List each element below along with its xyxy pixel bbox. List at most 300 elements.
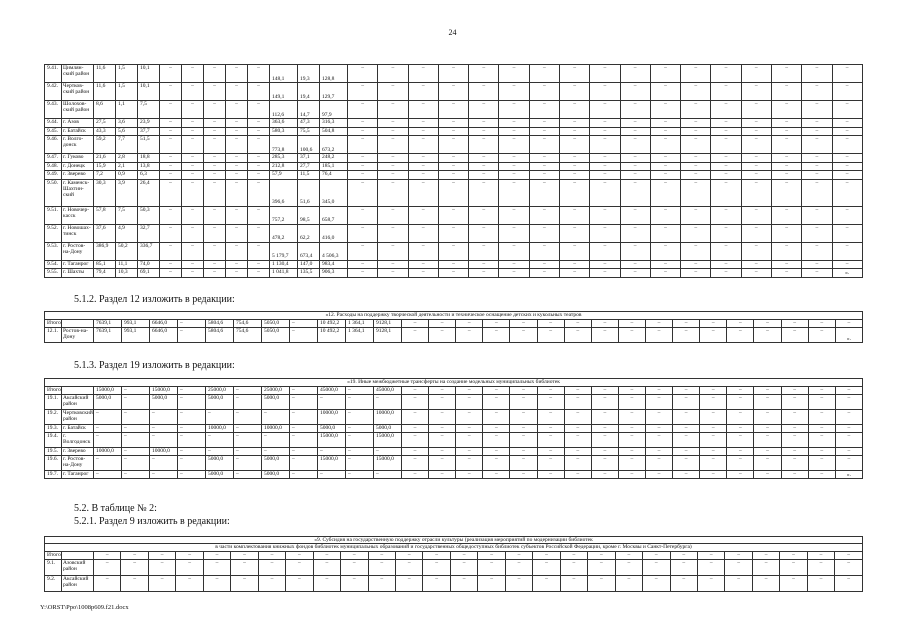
- dash-cell: –: [248, 65, 270, 83]
- dash-cell: –: [771, 65, 801, 83]
- value-cell: 15000,0: [150, 387, 178, 395]
- value-cell: 754,6: [234, 328, 262, 343]
- dash-cell: –: [727, 320, 754, 328]
- dash-cell: –: [832, 260, 862, 269]
- table-title-row: [45, 544, 863, 551]
- municipality-name: [62, 551, 94, 559]
- dash-cell: –: [248, 101, 270, 119]
- municipality-name: Чертковский район: [62, 410, 94, 425]
- dash-cell: –: [802, 65, 832, 83]
- dash-cell: –: [559, 83, 589, 101]
- dash-cell: –: [182, 101, 204, 119]
- dash-cell: –: [564, 410, 591, 425]
- dash-cell: –: [754, 395, 781, 410]
- value-cell: –: [94, 433, 122, 448]
- value-cell: –: [234, 471, 262, 479]
- value-total-2019: 11,6: [94, 83, 116, 101]
- dash-cell: –: [402, 471, 429, 479]
- table-row: [45, 260, 863, 269]
- dash-cell: –: [499, 101, 529, 119]
- dash-cell: –: [499, 119, 529, 128]
- municipality-name: [62, 387, 94, 395]
- dash-cell: –: [348, 119, 378, 128]
- dash-cell: –: [620, 206, 650, 224]
- dash-cell: –: [204, 260, 226, 269]
- dash-cell: –: [781, 387, 808, 395]
- dash-cell: –: [483, 328, 510, 343]
- value-regional-2021: 135,5: [298, 269, 320, 278]
- row-number: 19.3.: [45, 425, 62, 433]
- dash-cell: –: [700, 425, 727, 433]
- dash-cell: –: [835, 559, 863, 575]
- dash-cell: –: [781, 456, 808, 471]
- table-row: [45, 162, 863, 171]
- dash-cell: –: [711, 260, 741, 269]
- value-cell: –: [94, 425, 122, 433]
- dash-cell: –: [741, 260, 771, 269]
- dash-cell: –: [408, 224, 438, 242]
- dash-cell: –: [832, 65, 862, 83]
- value-federal-2019: 37,7: [138, 127, 160, 136]
- dash-cell: –: [802, 127, 832, 136]
- municipality-name: г. Зверево: [62, 171, 94, 180]
- dash-cell: –: [204, 83, 226, 101]
- dash-cell: –: [499, 171, 529, 180]
- dash-cell: –: [537, 395, 564, 410]
- table-row: [45, 119, 863, 128]
- dash-cell: –: [204, 242, 226, 260]
- dash-cell: –: [226, 136, 248, 154]
- dash-cell: –: [700, 471, 727, 479]
- value-total-2019: 59,2: [94, 136, 116, 154]
- dash-cell: –: [499, 242, 529, 260]
- dash-cell: –: [160, 119, 182, 128]
- dash-cell: –: [203, 551, 230, 559]
- dash-cell: –: [226, 260, 248, 269]
- dash-cell: –: [537, 456, 564, 471]
- dash-cell: –: [408, 162, 438, 171]
- dash-cell: –: [204, 154, 226, 163]
- dash-cell: –: [408, 136, 438, 154]
- value-cell: 993,1: [122, 320, 150, 328]
- value-total-2019: 57,8: [94, 206, 116, 224]
- dash-cell: –: [478, 575, 505, 591]
- dash-cell: –: [727, 387, 754, 395]
- dash-cell: –: [711, 242, 741, 260]
- dash-cell: –: [469, 224, 499, 242]
- dash-cell: –: [348, 171, 378, 180]
- value-cell: 5050,0: [262, 328, 290, 343]
- dash-cell: –: [378, 224, 408, 242]
- municipality-name: Аксайский район: [62, 575, 94, 591]
- dash-cell: –: [204, 162, 226, 171]
- value-federal-2021: 97,9: [320, 101, 348, 119]
- dash-cell: –: [781, 433, 808, 448]
- value-total-2021: 396,6: [270, 179, 298, 206]
- table-row: [45, 136, 863, 154]
- dash-cell: –: [618, 320, 645, 328]
- value-cell: –: [234, 410, 262, 425]
- dash-cell: –: [808, 425, 835, 433]
- row-number: 9.55.: [45, 269, 62, 278]
- dash-cell: –: [499, 269, 529, 278]
- value-regional-2021: 62,2: [298, 224, 320, 242]
- dash-cell: –: [450, 559, 477, 575]
- value-regional-2019: 2,8: [116, 154, 138, 163]
- dash-cell: –: [681, 269, 711, 278]
- value-total-2019: 37,6: [94, 224, 116, 242]
- dash-cell: –: [94, 559, 121, 575]
- dash-cell: –: [650, 101, 680, 119]
- dash-cell: –: [204, 119, 226, 128]
- dash-cell: –: [670, 551, 697, 559]
- dash-cell: –: [564, 395, 591, 410]
- table-title-row: [45, 312, 863, 320]
- municipality-name: [62, 320, 94, 328]
- value-cell: –: [346, 410, 374, 425]
- value-cell: 5000,0: [94, 395, 122, 410]
- municipality-name: г. Волго-донск: [62, 136, 94, 154]
- dash-cell: –: [408, 65, 438, 83]
- dash-cell: –: [182, 206, 204, 224]
- value-regional-2021: 37,1: [298, 154, 320, 163]
- value-cell: 5000,0: [206, 471, 234, 479]
- dash-cell: –: [741, 119, 771, 128]
- value-cell: –: [122, 471, 150, 479]
- dash-cell: –: [378, 65, 408, 83]
- section-title-continued: в части комплектования книжных фондов библиотек муниципальных образований и государственных общедоступных библиотек субъектов Российской Федерации, кроме г. Москвы и Санкт-Петербурга): [45, 544, 863, 551]
- dash-cell: –: [771, 83, 801, 101]
- dash-cell: –: [226, 101, 248, 119]
- file-path-footer: Y:\ORST\Ppo\1008p609.f21.docx: [40, 604, 129, 611]
- value-cell: –: [178, 387, 206, 395]
- dash-cell: –: [727, 433, 754, 448]
- dash-cell: –: [160, 136, 182, 154]
- dash-cell: –: [478, 551, 505, 559]
- dash-cell: –: [681, 154, 711, 163]
- value-federal-2019: 6,3: [138, 171, 160, 180]
- dash-cell: –: [802, 154, 832, 163]
- dash-cell: –: [727, 395, 754, 410]
- dash-cell: –: [564, 448, 591, 456]
- dash-cell: –: [590, 171, 620, 180]
- dash-cell: –: [456, 328, 483, 343]
- dash-cell: –: [258, 551, 285, 559]
- value-regional-2019: 1,1: [116, 101, 138, 119]
- row-number: 19.7.: [45, 471, 62, 479]
- dash-cell: –: [559, 127, 589, 136]
- dash-cell: –: [560, 559, 587, 575]
- dash-cell: –: [673, 456, 700, 471]
- dash-cell: –: [348, 154, 378, 163]
- dash-cell: –: [711, 224, 741, 242]
- row-number: 9.45.: [45, 127, 62, 136]
- value-federal-2019: 18,8: [138, 154, 160, 163]
- page-number: 24: [448, 28, 457, 37]
- value-cell: –: [94, 410, 122, 425]
- dash-cell: –: [226, 127, 248, 136]
- municipality-name: Аксайский район: [62, 395, 94, 410]
- dash-cell: –: [529, 136, 559, 154]
- value-cell: 25000,0: [206, 387, 234, 395]
- value-federal-2019: 50,3: [138, 206, 160, 224]
- value-cell: –: [178, 448, 206, 456]
- value-cell: 5050,0: [262, 320, 290, 328]
- dash-cell: –: [231, 575, 258, 591]
- value-total-2021: 478,2: [270, 224, 298, 242]
- value-regional-2019: 3,9: [116, 179, 138, 206]
- value-cell: –: [262, 448, 290, 456]
- value-cell: –: [122, 410, 150, 425]
- municipality-name: г. Донецк: [62, 162, 94, 171]
- dash-cell: –: [673, 320, 700, 328]
- dash-cell: –: [204, 136, 226, 154]
- dash-cell: –: [591, 471, 618, 479]
- dash-cell: –: [771, 224, 801, 242]
- dash-cell: –: [182, 269, 204, 278]
- dash-cell: –: [537, 410, 564, 425]
- dash-cell: –: [590, 154, 620, 163]
- dash-cell: –: [438, 224, 468, 242]
- value-federal-2019: 336,7: [138, 242, 160, 260]
- dash-cell: –: [832, 154, 862, 163]
- dash-cell: –: [160, 162, 182, 171]
- dash-cell: –: [741, 127, 771, 136]
- dash-cell: –: [752, 559, 779, 575]
- dash-cell: –: [348, 179, 378, 206]
- dash-cell: –: [588, 551, 615, 559]
- dash-cell: –: [650, 65, 680, 83]
- row-number: 19.1.: [45, 395, 62, 410]
- value-cell: –: [178, 425, 206, 433]
- dash-cell: –: [313, 551, 340, 559]
- dash-cell: –: [483, 471, 510, 479]
- value-regional-2021: 14,7: [298, 101, 320, 119]
- value-cell: –: [290, 456, 318, 471]
- row-number: 9.44.: [45, 119, 62, 128]
- dash-cell: –: [650, 171, 680, 180]
- dash-cell: –: [807, 559, 834, 575]
- dash-cell: –: [499, 206, 529, 224]
- value-cell: –: [346, 456, 374, 471]
- value-cell: –: [206, 433, 234, 448]
- dash-cell: –: [429, 387, 456, 395]
- table-row: [45, 206, 863, 224]
- dash-cell: –: [499, 162, 529, 171]
- value-regional-2021: 19,3: [298, 65, 320, 83]
- value-cell: 10000,0: [150, 448, 178, 456]
- dash-cell: –: [670, 559, 697, 575]
- dash-cell: –: [456, 395, 483, 410]
- dash-cell: –: [529, 269, 559, 278]
- dash-cell: –: [348, 269, 378, 278]
- dash-cell: –: [160, 83, 182, 101]
- dash-cell: –: [438, 83, 468, 101]
- dash-cell: –: [378, 101, 408, 119]
- dash-cell: –: [529, 119, 559, 128]
- dash-cell: –: [650, 206, 680, 224]
- dash-cell: –: [741, 154, 771, 163]
- row-number: Итого: [45, 320, 62, 328]
- dash-cell: –: [681, 206, 711, 224]
- dash-cell: –: [681, 171, 711, 180]
- dash-cell: –: [835, 551, 863, 559]
- value-cell: 45000,0: [318, 387, 346, 395]
- dash-cell: –: [808, 387, 835, 395]
- dash-cell: –: [248, 119, 270, 128]
- row-number: 9.47.: [45, 154, 62, 163]
- dash-cell: –: [741, 242, 771, 260]
- dash-cell: –: [313, 575, 340, 591]
- dash-cell: –: [741, 65, 771, 83]
- value-total-2021: 57,9: [270, 171, 298, 180]
- dash-cell: –: [456, 425, 483, 433]
- table-row: [45, 575, 863, 591]
- dash-cell: –: [248, 206, 270, 224]
- value-cell: 7639,1: [94, 320, 122, 328]
- dash-cell: –: [559, 179, 589, 206]
- dash-cell: –: [802, 206, 832, 224]
- dash-cell: –: [802, 269, 832, 278]
- value-regional-2021: 673,4: [298, 242, 320, 260]
- dash-cell: –: [182, 162, 204, 171]
- dash-cell: –: [438, 162, 468, 171]
- dash-cell: –: [499, 127, 529, 136]
- value-regional-2019: 50,2: [116, 242, 138, 260]
- dash-cell: –: [226, 179, 248, 206]
- dash-cell: –: [832, 136, 862, 154]
- dash-cell: –: [591, 456, 618, 471]
- dash-cell: –: [643, 575, 670, 591]
- dash-cell: –: [673, 425, 700, 433]
- value-cell: –: [346, 433, 374, 448]
- value-federal-2021: 906,3: [320, 269, 348, 278]
- dash-cell: –: [771, 179, 801, 206]
- value-total-2021: 149,1: [270, 83, 298, 101]
- dash-cell: –: [510, 471, 537, 479]
- municipality-name: г. Шахты: [62, 269, 94, 278]
- dash-cell: –: [248, 224, 270, 242]
- value-cell: –: [290, 320, 318, 328]
- dash-cell: –: [348, 260, 378, 269]
- dash-cell: –: [469, 127, 499, 136]
- dash-cell: –: [510, 320, 537, 328]
- table-title-row: [45, 537, 863, 544]
- dash-cell: –: [711, 83, 741, 101]
- value-cell: –: [122, 456, 150, 471]
- dash-cell: –: [771, 162, 801, 171]
- municipality-name: г. Батайск: [62, 127, 94, 136]
- dash-cell: –: [564, 387, 591, 395]
- value-federal-2019: 26,4: [138, 179, 160, 206]
- dash-cell: –: [754, 320, 781, 328]
- value-cell: 993,1: [122, 328, 150, 343]
- dash-cell: –: [645, 410, 672, 425]
- row-number: 12.1.: [45, 328, 62, 343]
- dash-cell: –: [533, 575, 560, 591]
- dash-cell: –: [681, 242, 711, 260]
- value-cell: –: [178, 395, 206, 410]
- dash-cell: –: [341, 559, 368, 575]
- dash-cell: –: [533, 559, 560, 575]
- section-title: «12. Расходы на поддержку творческой деятельности и техническое оснащение детских и кукольных театров: [45, 312, 863, 320]
- closing-quote: ».: [835, 471, 862, 479]
- dash-cell: –: [456, 387, 483, 395]
- dash-cell: –: [499, 136, 529, 154]
- dash-cell: –: [808, 328, 835, 343]
- dash-cell: –: [537, 387, 564, 395]
- dash-cell: –: [618, 471, 645, 479]
- dash-cell: –: [681, 101, 711, 119]
- municipality-name: г. Ростов-на-Дону: [62, 456, 94, 471]
- dash-cell: –: [618, 328, 645, 343]
- dash-cell: –: [771, 242, 801, 260]
- dash-cell: –: [226, 119, 248, 128]
- value-total-2019: 43,3: [94, 127, 116, 136]
- dash-cell: –: [645, 328, 672, 343]
- dash-cell: –: [650, 260, 680, 269]
- dash-cell: –: [160, 269, 182, 278]
- dash-cell: –: [438, 171, 468, 180]
- dash-cell: –: [697, 559, 724, 575]
- value-federal-2019: 51,5: [138, 136, 160, 154]
- value-cell: 9128,1: [374, 328, 402, 343]
- dash-cell: –: [645, 425, 672, 433]
- municipality-name: Цимлян-ский район: [62, 65, 94, 83]
- dash-cell: –: [469, 101, 499, 119]
- dash-cell: –: [368, 575, 395, 591]
- dash-cell: –: [781, 448, 808, 456]
- value-regional-2019: 2,1: [116, 162, 138, 171]
- row-number: Итого: [45, 551, 62, 559]
- closing-quote: ».: [832, 269, 862, 278]
- dash-cell: –: [559, 206, 589, 224]
- dash-cell: –: [620, 224, 650, 242]
- dash-cell: –: [348, 101, 378, 119]
- dash-cell: –: [529, 127, 559, 136]
- dash-cell: –: [510, 433, 537, 448]
- row-number: 9.42.: [45, 83, 62, 101]
- municipality-name: г. Волгодонск: [62, 433, 94, 448]
- dash-cell: –: [148, 575, 175, 591]
- dash-cell: –: [368, 559, 395, 575]
- dash-cell: –: [469, 83, 499, 101]
- dash-cell: –: [564, 456, 591, 471]
- dash-cell: –: [771, 119, 801, 128]
- dash-cell: –: [499, 260, 529, 269]
- dash-cell: –: [615, 575, 642, 591]
- dash-cell: –: [248, 242, 270, 260]
- value-cell: –: [234, 387, 262, 395]
- dash-cell: –: [808, 410, 835, 425]
- table-title-row: [45, 379, 863, 387]
- value-cell: –: [234, 448, 262, 456]
- municipality-name: г. Новошах-тинск: [62, 224, 94, 242]
- dash-cell: –: [456, 456, 483, 471]
- dash-cell: –: [615, 551, 642, 559]
- dash-cell: –: [700, 328, 727, 343]
- dash-cell: –: [499, 224, 529, 242]
- table-section-19: [44, 378, 863, 479]
- dash-cell: –: [529, 162, 559, 171]
- dash-cell: –: [438, 65, 468, 83]
- dash-cell: –: [711, 162, 741, 171]
- municipality-name: г. Азов: [62, 119, 94, 128]
- value-cell: –: [150, 425, 178, 433]
- dash-cell: –: [711, 65, 741, 83]
- dash-cell: –: [741, 206, 771, 224]
- dash-cell: –: [505, 551, 532, 559]
